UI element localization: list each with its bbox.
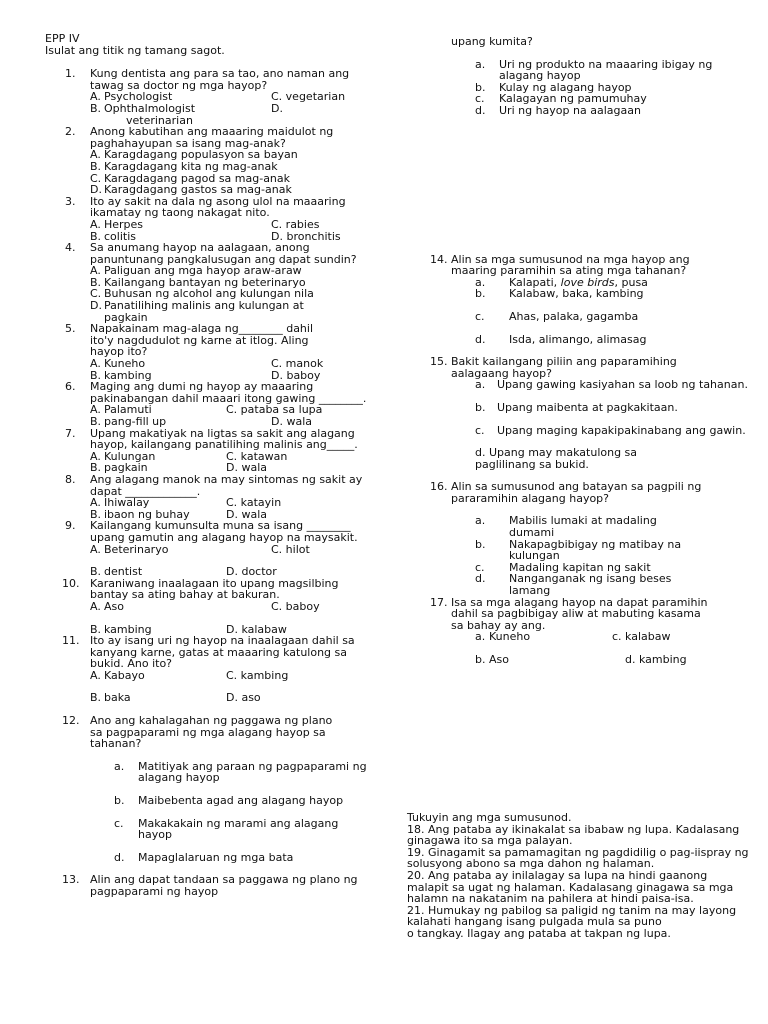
option-c: C. katayin [226, 496, 282, 510]
option-a: a. Uri ng produkto na maaaring ibigay ng alagang hayop [475, 57, 713, 83]
option-b: B. baka [90, 691, 131, 705]
option-d: d. Isda, alimango, alimasag [475, 332, 647, 346]
option-a: A. Karagdagang populasyon sa bayan [90, 148, 298, 162]
question-stem: Alin sa sumusunod ang batayan sa pagpili ng pararamihin alagang hayop? [451, 480, 702, 505]
question-4 [45, 242, 375, 323]
option-c: c. Kalagayan ng pamumuhay [475, 92, 647, 106]
option-a: A. Paliguan ang mga hayop araw-araw [90, 264, 302, 278]
option-d: D. wala [226, 507, 267, 521]
question-stem: Napakainam mag-alaga ng________ dahil ito'y nagdudulot ng karne at itlog. Aling hayop ito? [90, 322, 314, 359]
option-b: b. Maibebenta agad ang alagang hayop [114, 794, 344, 808]
option-c: c. Ahas, palaka, gagamba [475, 309, 639, 323]
question-number: 15. [430, 355, 448, 369]
option-a: a. Upang gawing kasiyahan sa loob ng tahanan. [475, 378, 748, 392]
option-a: A. Kulungan [90, 449, 156, 463]
question-number: 14. [430, 252, 448, 266]
option-b: b. Aso [475, 653, 509, 666]
question-10 [45, 578, 375, 635]
option-c: C. manok [271, 357, 324, 371]
question-stem: Kailangang kumunsulta muna sa isang ________ upang gamutin ang alagang hayop na maysakit. [90, 519, 358, 544]
option-a: A. Aso [90, 599, 124, 613]
question-number: 16. [430, 480, 448, 494]
option-b: B. kambing [90, 622, 152, 636]
item-18: 18. Ang pataba ay ikinakalat sa ibabaw ng lupa. Kadalasang ginagawa ito sa mga palayan. [407, 822, 740, 848]
option-d: D. doctor [226, 565, 277, 579]
question-stem: Bakit kailangang piliin ang paparamihing aalagaang hayop? [451, 355, 677, 380]
question-2 [45, 126, 375, 196]
question-number: 10. [62, 576, 80, 590]
question-stem: Maging ang dumi ng hayop ay maaaring pakinabangan dahil maaari itong gawing ________. [90, 380, 367, 405]
question-number: 1. [65, 67, 76, 81]
question-number: 8. [65, 472, 76, 486]
option-b: B. ibaon ng buhay [90, 507, 190, 521]
question-number: 9. [65, 519, 76, 533]
option-b: B. kambing [90, 368, 152, 382]
option-d: D. wala [271, 415, 312, 428]
question-stem: Ano ang kahalagahan ng paggawa ng plano sa pagpaparami ng mga alagang hayop sa tahanan? [90, 714, 333, 751]
option-b: b. Upang maibenta at pagkakitaan. [475, 400, 678, 414]
question-9 [45, 520, 375, 577]
option-d: d. Upang may makatulong sa paglilinang sa bukid. [475, 446, 638, 471]
question-number: 11. [62, 634, 80, 648]
option-b: B. Ophthalmologist [90, 101, 196, 115]
question-14 [430, 254, 750, 346]
question-5 [45, 323, 375, 381]
option-a: A. Ihiwalay [90, 496, 150, 510]
option-c: C. katawan [226, 449, 288, 463]
question-number: 5. [65, 322, 76, 336]
option-b: B. dentist [90, 565, 143, 579]
option-d: d. Uri ng hayop na aalagaan [475, 103, 641, 117]
option-c: c. Upang maging kapakipakinabang ang gawin. [475, 423, 746, 437]
question-stem: Isa sa mga alagang hayop na dapat paramihin dahil sa pagbibigay aliw at mabuting kasama sa bahay ay ang. [451, 595, 708, 632]
option-b: b. Nakapagbibigay ng matibay na kulungan [475, 537, 682, 563]
option-b: B. colitis [90, 229, 136, 243]
option-d: d. Mapaglalaruan ng mga bata [114, 850, 294, 864]
identification-section [407, 812, 752, 940]
item-19: 19. Ginagamit sa pamamagitan ng pagdidilig o pag-iispray ng solusyong abono sa mga dahon ng halaman. [407, 845, 749, 871]
option-b: B. pang-fill up [90, 415, 167, 428]
option-a: a. Mabilis lumaki at madaling dumami [475, 514, 657, 540]
option-d: D. baboy [271, 368, 321, 382]
option-b-continued: veterinarian [126, 113, 193, 127]
option-b: B. Kailangang bantayan ng beterinaryo [90, 275, 306, 289]
question-16 [430, 481, 750, 596]
question-15 [430, 356, 750, 470]
question-3 [45, 196, 375, 242]
option-d: D. [271, 101, 283, 115]
right-column [430, 36, 750, 666]
option-d: d. kambing [625, 653, 687, 666]
question-stem: Alin sa mga sumusunod na mga hayop ang maaring paramihin sa ating mga tahanan? [451, 252, 690, 278]
option-c: C. vegetarian [271, 90, 346, 104]
question-stem: Kung dentista ang para sa tao, ano naman ang tawag sa doctor ng mga hayop? [90, 67, 350, 92]
option-b: B. pagkain [90, 461, 148, 475]
option-d: D. Panatilihing malinis ang kulungan at pagkain [90, 299, 304, 324]
item-20: 20. Ang pataba ay inilalagay sa lupa na hindi gaanong malapit sa ugat ng halaman. Kadalasang ginagawa sa mga halamn na nakatanim na pahilera at hindi paisa-isa. [407, 868, 734, 906]
option-d: D. aso [226, 691, 261, 705]
option-d: d. Nanganganak ng isang beses lamang [475, 572, 672, 598]
question-1 [45, 68, 375, 126]
question-number: 3. [65, 194, 76, 208]
option-b: b. Kalabaw, baka, kambing [475, 287, 644, 301]
question-number: 4. [65, 241, 76, 255]
option-c: C. rabies [271, 217, 320, 231]
question-8 [45, 474, 375, 520]
question-13-options [430, 59, 750, 117]
question-stem: Karaniwang inaalagaan ito upang magsilbing bantay sa ating bahay at bakuran. [90, 576, 339, 602]
option-a: a. Kalapati, love birds, pusa [475, 275, 648, 289]
question-17 [430, 597, 750, 666]
option-c: c. kalabaw [612, 630, 671, 644]
question-number: 17. [430, 595, 448, 609]
subject-label: EPP IV [45, 32, 80, 45]
question-7 [45, 428, 375, 474]
question-6 [45, 381, 375, 427]
question-number: 6. [65, 380, 76, 394]
option-a: a. Kuneho [475, 630, 531, 644]
question-stem: Ito ay sakit na dala ng asong ulol na maaaring ikamatay ng taong nakagat nito. [90, 194, 346, 220]
section-title: Tukuyin ang mga sumusunod. [407, 811, 572, 824]
option-c: c. Makakakain ng marami ang alagang hayop [114, 816, 339, 842]
option-a: A. Beterinaryo [90, 542, 169, 556]
question-stem: Anong kabutihan ang maaaring maidulot ng paghahayupan sa isang mag-anak? [90, 125, 334, 150]
option-d: D. kalabaw [226, 622, 287, 636]
option-c: C. Karagdagang pagod sa mag-anak [90, 171, 291, 185]
option-a: a. Matitiyak ang paraan ng pagpaparami ng alagang hayop [114, 759, 367, 785]
question-stem: Ito ay isang uri ng hayop na inaalagaan dahil sa kanyang karne, gatas at maaaring katulong sa bukid. Ano ito? [90, 634, 355, 671]
option-a: A. Palamuti [90, 403, 152, 417]
option-c: C. hilot [271, 542, 310, 556]
question-12 [45, 715, 375, 863]
option-c: C. pataba sa lupa [226, 403, 323, 417]
option-d: D. wala [226, 461, 267, 475]
question-number: 12. [62, 714, 80, 728]
option-a: A. Kabayo [90, 668, 145, 682]
option-c: C. baboy [271, 599, 320, 613]
option-d: D. bronchitis [271, 229, 341, 243]
question-number: 13. [62, 873, 80, 887]
left-column [45, 33, 375, 898]
option-a: A. Kuneho [90, 357, 146, 371]
question-stem: Ang alagang manok na may sintomas ng sakit ay dapat _____________. [90, 472, 363, 498]
question-11 [45, 635, 375, 704]
option-a: A. Herpes [90, 217, 144, 231]
item-21: 21. Humukay ng pabilog sa paligid ng tanim na may layong kalahati hangang isang pulgada mula sa puno [407, 903, 737, 929]
question-number: 7. [65, 426, 76, 440]
option-b: B. Karagdagang kita ng mag-anak [90, 159, 278, 173]
question-stem: Upang makatiyak na ligtas sa sakit ang alagang hayop, kailangang panatilihing malinis ang_____. [90, 426, 358, 452]
question-13-continued: upang kumita? [451, 35, 533, 48]
item-21-continued: o tangkay. Ilagay ang pataba at takpan ng lupa. [407, 926, 671, 940]
option-a: A. Psychologist [90, 90, 173, 104]
question-13 [45, 874, 375, 897]
option-d: D. Karagdagang gastos sa mag-anak [90, 183, 292, 197]
option-b: b. Kulay ng alagang hayop [475, 80, 632, 94]
option-c: C. Buhusan ng alcohol ang kulungan nila [90, 287, 314, 301]
question-stem: Alin ang dapat tandaan sa paggawa ng plano ng pagpaparami ng hayop [90, 873, 358, 898]
question-number: 2. [65, 125, 76, 139]
option-c: c. Madaling kapitan ng sakit [475, 560, 651, 574]
option-c: C. kambing [226, 668, 289, 682]
question-stem: Sa anumang hayop na aalagaan, anong panuntunang pangkalusugan ang dapat sundin? [90, 241, 357, 266]
instruction: Isulat ang titik ng tamang sagot. [45, 43, 225, 57]
